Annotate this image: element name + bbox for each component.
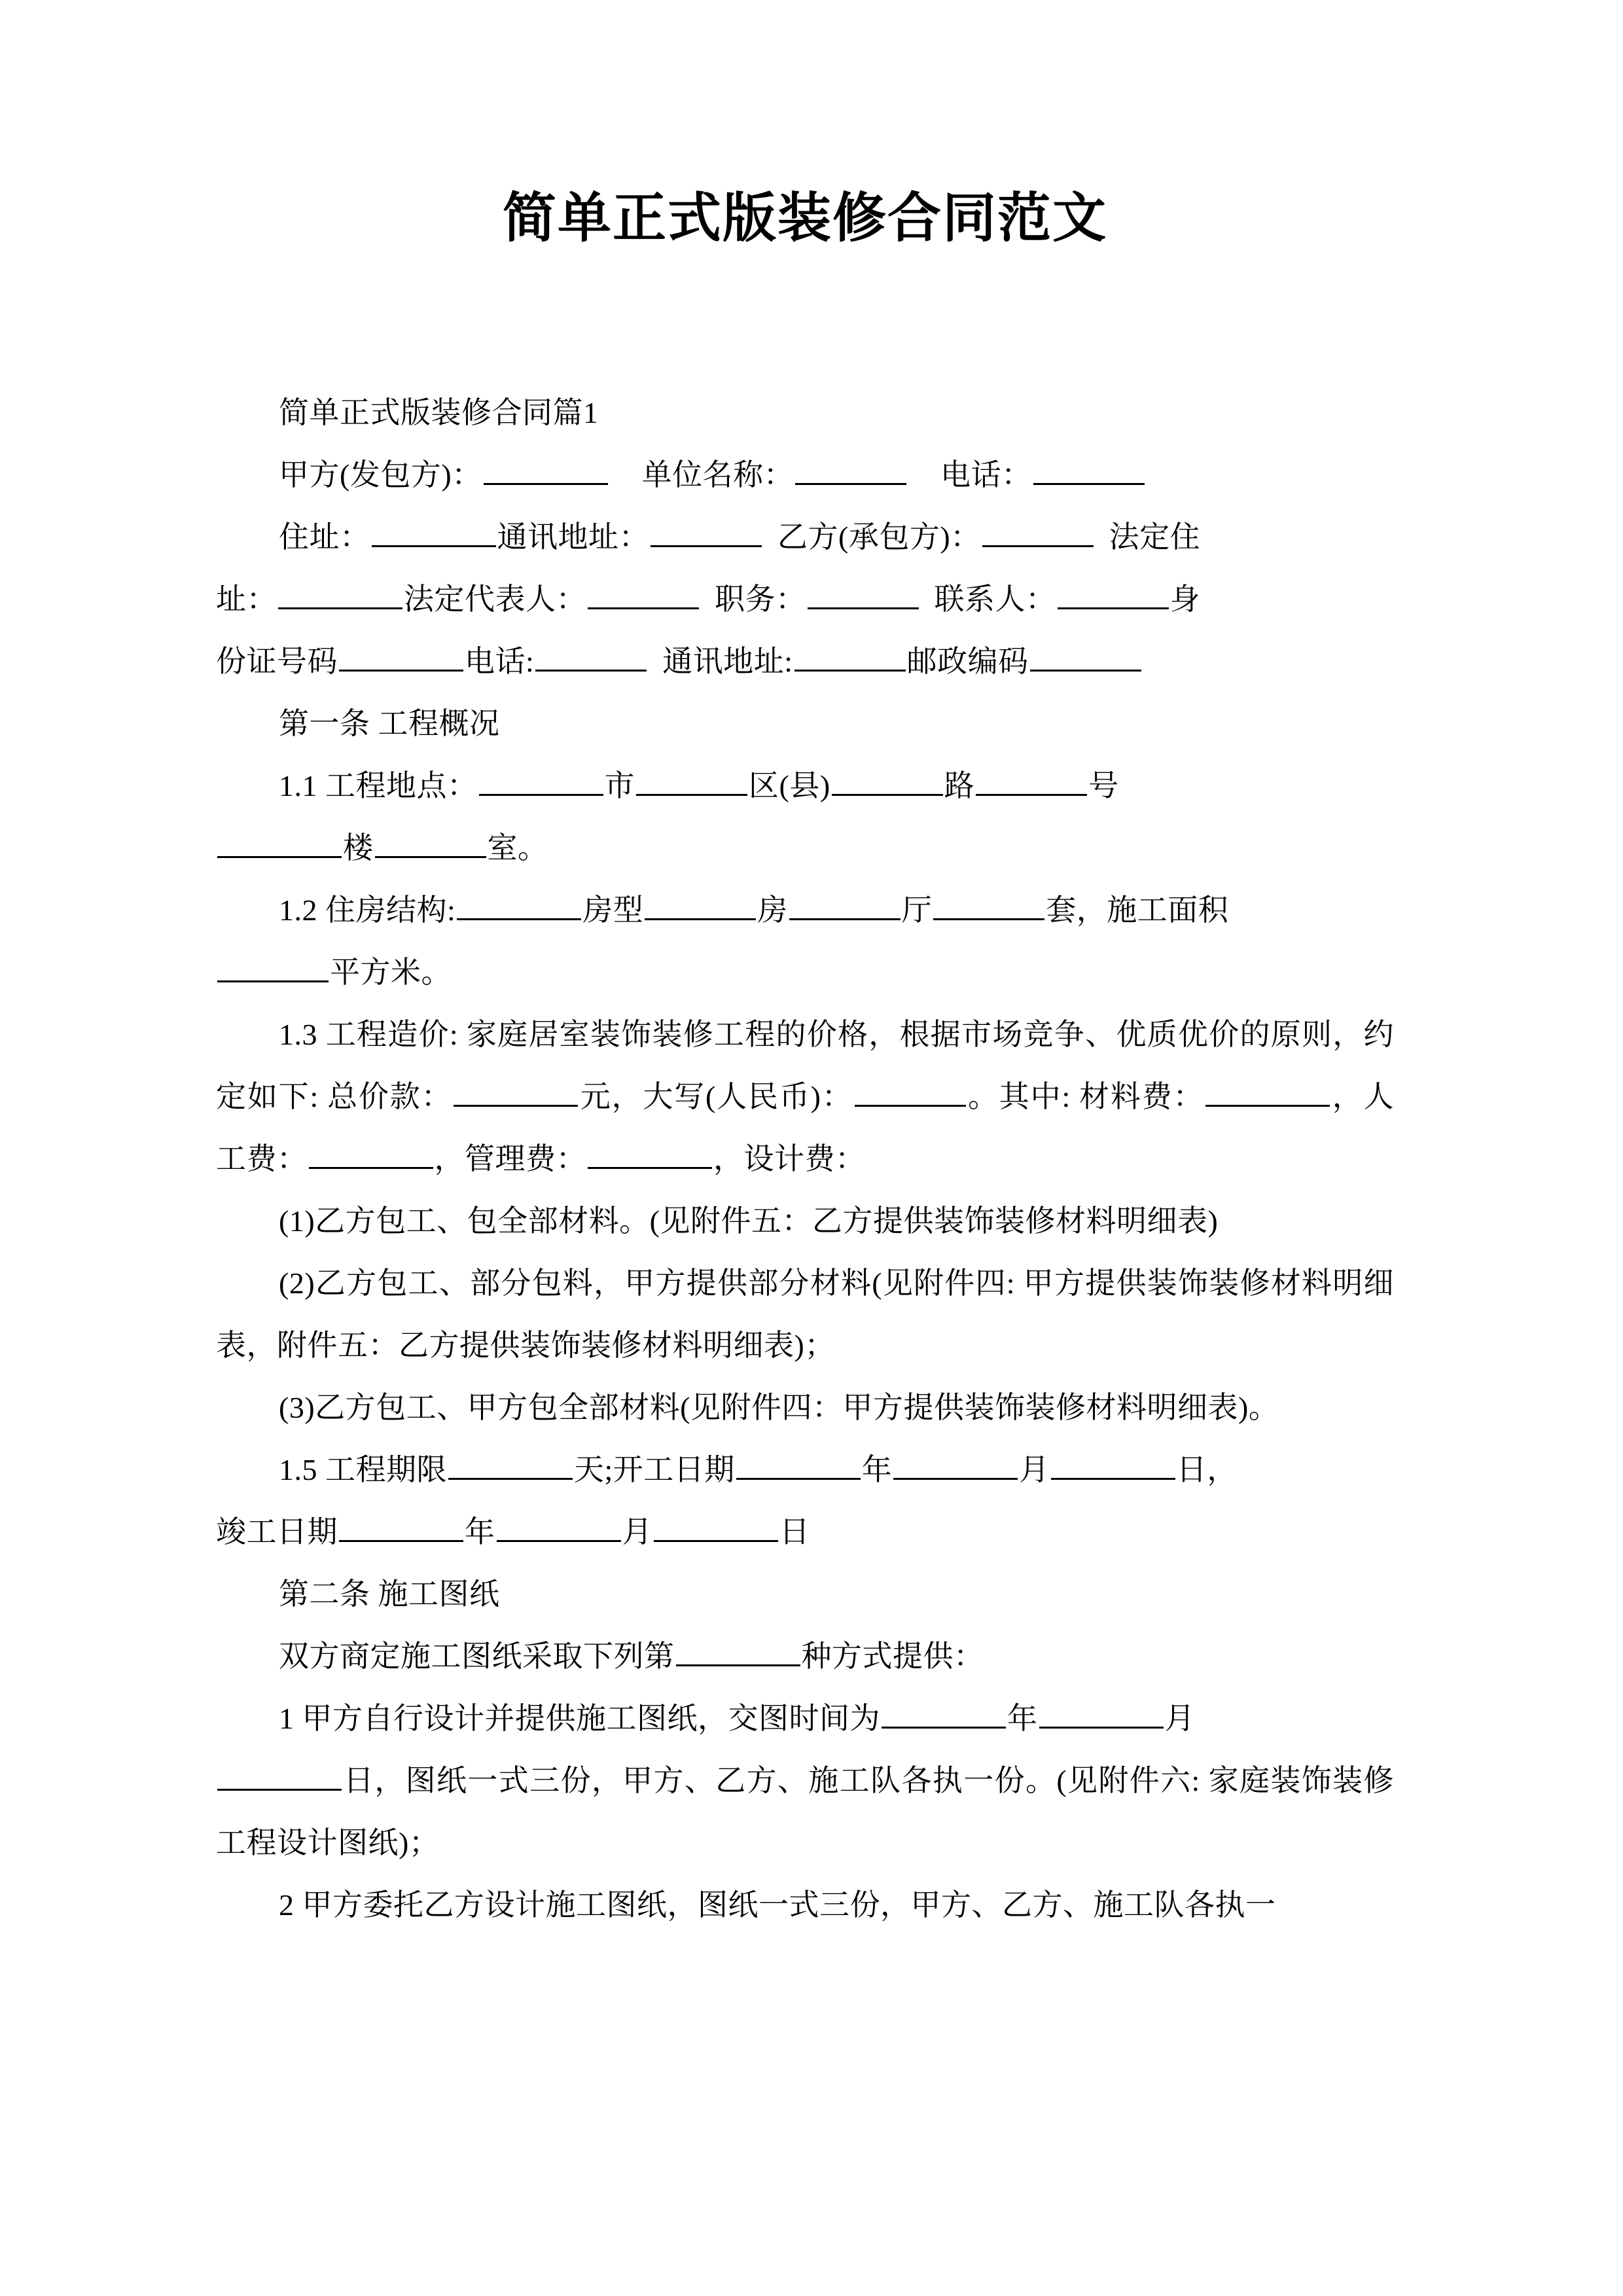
clause-1-3: [216, 1003, 1394, 1190]
blank-field[interactable]: [1039, 1698, 1164, 1729]
party-label-zhuzhi: 住址：: [279, 520, 370, 554]
clause-1-2-cont: [216, 941, 1394, 1003]
blank-field[interactable]: [736, 1450, 861, 1480]
clause-1-5: [216, 1439, 1394, 1501]
blank-field[interactable]: [309, 1139, 433, 1170]
article-two-intro: [216, 1625, 1394, 1687]
blank-field[interactable]: [375, 828, 486, 859]
article-two-heading: 第二条 施工图纸: [279, 1577, 500, 1611]
page-title: 简单正式版装修合同范文: [502, 188, 1107, 248]
article-two-item-1: [216, 1687, 1394, 1749]
article-two-intro-b: 种方式提供：: [801, 1640, 984, 1674]
clause-1-2-t1: 房型: [582, 893, 644, 927]
party-label-lianxiren: 联系人：: [934, 583, 1056, 617]
blank-field[interactable]: [457, 890, 581, 921]
blank-field[interactable]: [339, 641, 463, 672]
blank-field[interactable]: [808, 579, 919, 610]
clause-1-3-p3: 。其中: 材料费：: [967, 1080, 1205, 1114]
clause-1-3-p4: ，人工费：: [216, 1080, 1395, 1176]
party-label-fadingzhuzhi: 法定住: [1109, 520, 1201, 554]
party-label-shen: 身: [1169, 583, 1200, 617]
blank-field[interactable]: [832, 766, 943, 797]
clause-1-3-p2: 元，大写(人民币)：: [579, 1080, 853, 1114]
clause-1-3-p6: ，设计费：: [713, 1142, 866, 1176]
article-two-item-1-cont: [216, 1749, 1394, 1874]
article-two-item1-c: 月: [1164, 1702, 1195, 1736]
party-label-yifang: 乙方(承包方)：: [777, 520, 981, 554]
blank-field[interactable]: [1058, 579, 1169, 610]
clause-1-5-t6: 年: [465, 1515, 495, 1549]
blank-field[interactable]: [535, 641, 647, 672]
clause-1-1-cont: [216, 817, 1394, 879]
party-label-danwei: 单位名称：: [641, 458, 794, 492]
blank-field[interactable]: [982, 517, 1094, 548]
party-line-3: [216, 568, 1394, 630]
blank-field[interactable]: [789, 890, 901, 921]
blank-field[interactable]: [855, 1077, 966, 1107]
clause-option-2: (2)乙方包工、部分包料，甲方提供部分材料(见附件四: 甲方提供装饰装修材料明细表，附件五：乙方提供装饰装修材料明细表)；: [216, 1266, 1394, 1363]
blank-field[interactable]: [1205, 1077, 1330, 1107]
article-two-item1-b: 年: [1007, 1702, 1038, 1736]
blank-field[interactable]: [882, 1698, 1006, 1729]
blank-field[interactable]: [645, 890, 756, 921]
clause-1-2-t3: 厅: [901, 893, 933, 927]
clause-1-1-t5: 楼: [343, 831, 374, 865]
clause-1-5-t5: 竣工日期: [216, 1515, 338, 1549]
blank-field[interactable]: [484, 455, 608, 486]
clause-1-1-t3: 路: [944, 769, 975, 803]
clause-1-2-t2: 房: [757, 893, 788, 927]
blank-field[interactable]: [976, 766, 1087, 797]
clause-1-5-t3: 月: [1019, 1453, 1050, 1487]
blank-field[interactable]: [588, 579, 699, 610]
article-two-item1-d: 日，图纸一式三份，甲方、乙方、施工队各执一份。(见附件六: 家庭装饰装修工程设计图纸)；: [216, 1764, 1394, 1860]
blank-field[interactable]: [372, 517, 496, 548]
party-line-4: [216, 630, 1394, 692]
heading-piece: 简单正式版装修合同篇1: [279, 396, 599, 430]
article-two-intro-a: 双方商定施工图纸采取下列第: [279, 1640, 675, 1674]
article-two-item-2: 2 甲方委托乙方设计施工图纸，图纸一式三份，甲方、乙方、施工队各执一: [279, 1888, 1276, 1922]
blank-field[interactable]: [339, 1512, 463, 1543]
clause-1-2: [216, 879, 1394, 941]
blank-field[interactable]: [933, 890, 1044, 921]
blank-field[interactable]: [794, 641, 906, 672]
clause-1-5-t1: 天;开工日期: [574, 1453, 735, 1487]
blank-field[interactable]: [636, 766, 747, 797]
party-label-zhiwu: 职务：: [715, 583, 806, 617]
blank-field[interactable]: [893, 1450, 1018, 1480]
clause-option-3: (3)乙方包工、甲方包全部材料(见附件四：甲方提供装饰装修材料明细表)。: [279, 1391, 1279, 1425]
party-line-1: [216, 444, 1394, 506]
clause-1-1-t2: 区(县): [749, 769, 830, 803]
party-label-tongxundizhi-2: 通讯地址:: [662, 645, 793, 679]
blank-field[interactable]: [217, 1761, 342, 1791]
blank-field[interactable]: [1033, 455, 1145, 486]
party-label-dianhua: 电话：: [940, 458, 1032, 492]
clause-1-2-t5: 平方米。: [330, 956, 452, 990]
blank-field[interactable]: [454, 1077, 578, 1107]
party-label-zhi: 址：: [216, 583, 277, 617]
blank-field[interactable]: [654, 1512, 778, 1543]
blank-field[interactable]: [217, 952, 329, 983]
blank-field[interactable]: [1051, 1450, 1175, 1480]
clause-1-2-t4: 套，施工面积: [1046, 893, 1229, 927]
clause-1-2-label: 1.2 住房结构:: [279, 893, 456, 927]
clause-1-5-t2: 年: [861, 1453, 893, 1487]
clause-1-3-p5: ，管理费：: [434, 1142, 586, 1176]
blank-field[interactable]: [479, 766, 603, 797]
party-label-fadingdaibiaoren: 法定代表人：: [404, 583, 586, 617]
article-one-heading: 第一条 工程概况: [279, 707, 500, 741]
clause-1-5-label: 1.5 工程期限: [279, 1453, 447, 1487]
blank-field[interactable]: [651, 517, 762, 548]
clause-1-5-t4: 日，: [1176, 1453, 1238, 1487]
clause-1-1-t6: 室。: [487, 831, 548, 865]
party-label-tongxundizhi: 通讯地址：: [497, 520, 649, 554]
party-label-jiafang: 甲方(发包方)：: [279, 458, 482, 492]
blank-field[interactable]: [1030, 641, 1141, 672]
clause-1-3-p1: 1.3 工程造价: 家庭居室装饰装修工程的价格，根据市场竞争、优质优价的原则，约定如下: 总价款：: [216, 1018, 1394, 1114]
page-content: [216, 0, 1394, 1936]
party-label-youzhengbianma: 邮政编码: [906, 645, 1029, 679]
clause-1-1: [216, 755, 1394, 817]
party-line-2: [216, 506, 1394, 568]
blank-field[interactable]: [588, 1139, 712, 1170]
party-label-shenfenzheng: 份证号码: [216, 645, 338, 679]
clause-1-1-t1: 市: [604, 769, 635, 803]
blank-field[interactable]: [795, 455, 906, 486]
blank-field[interactable]: [676, 1636, 800, 1667]
document-body: [216, 382, 1394, 1936]
blank-field[interactable]: [448, 1450, 573, 1480]
blank-field[interactable]: [278, 579, 402, 610]
clause-1-5-t8: 日: [779, 1515, 810, 1549]
clause-1-5-t7: 月: [622, 1515, 652, 1549]
clause-1-1-label: 1.1 工程地点：: [279, 769, 478, 803]
article-two-item1-a: 1 甲方自行设计并提供施工图纸，交图时间为: [279, 1702, 880, 1736]
party-label-dianhua-2: 电话:: [465, 645, 535, 679]
clause-1-1-t4: 号: [1088, 769, 1119, 803]
clause-1-5-cont: [216, 1501, 1394, 1563]
clause-option-1: (1)乙方包工、包全部材料。(见附件五：乙方提供装饰装修材料明细表): [279, 1204, 1219, 1238]
blank-field[interactable]: [497, 1512, 621, 1543]
blank-field[interactable]: [217, 828, 342, 859]
